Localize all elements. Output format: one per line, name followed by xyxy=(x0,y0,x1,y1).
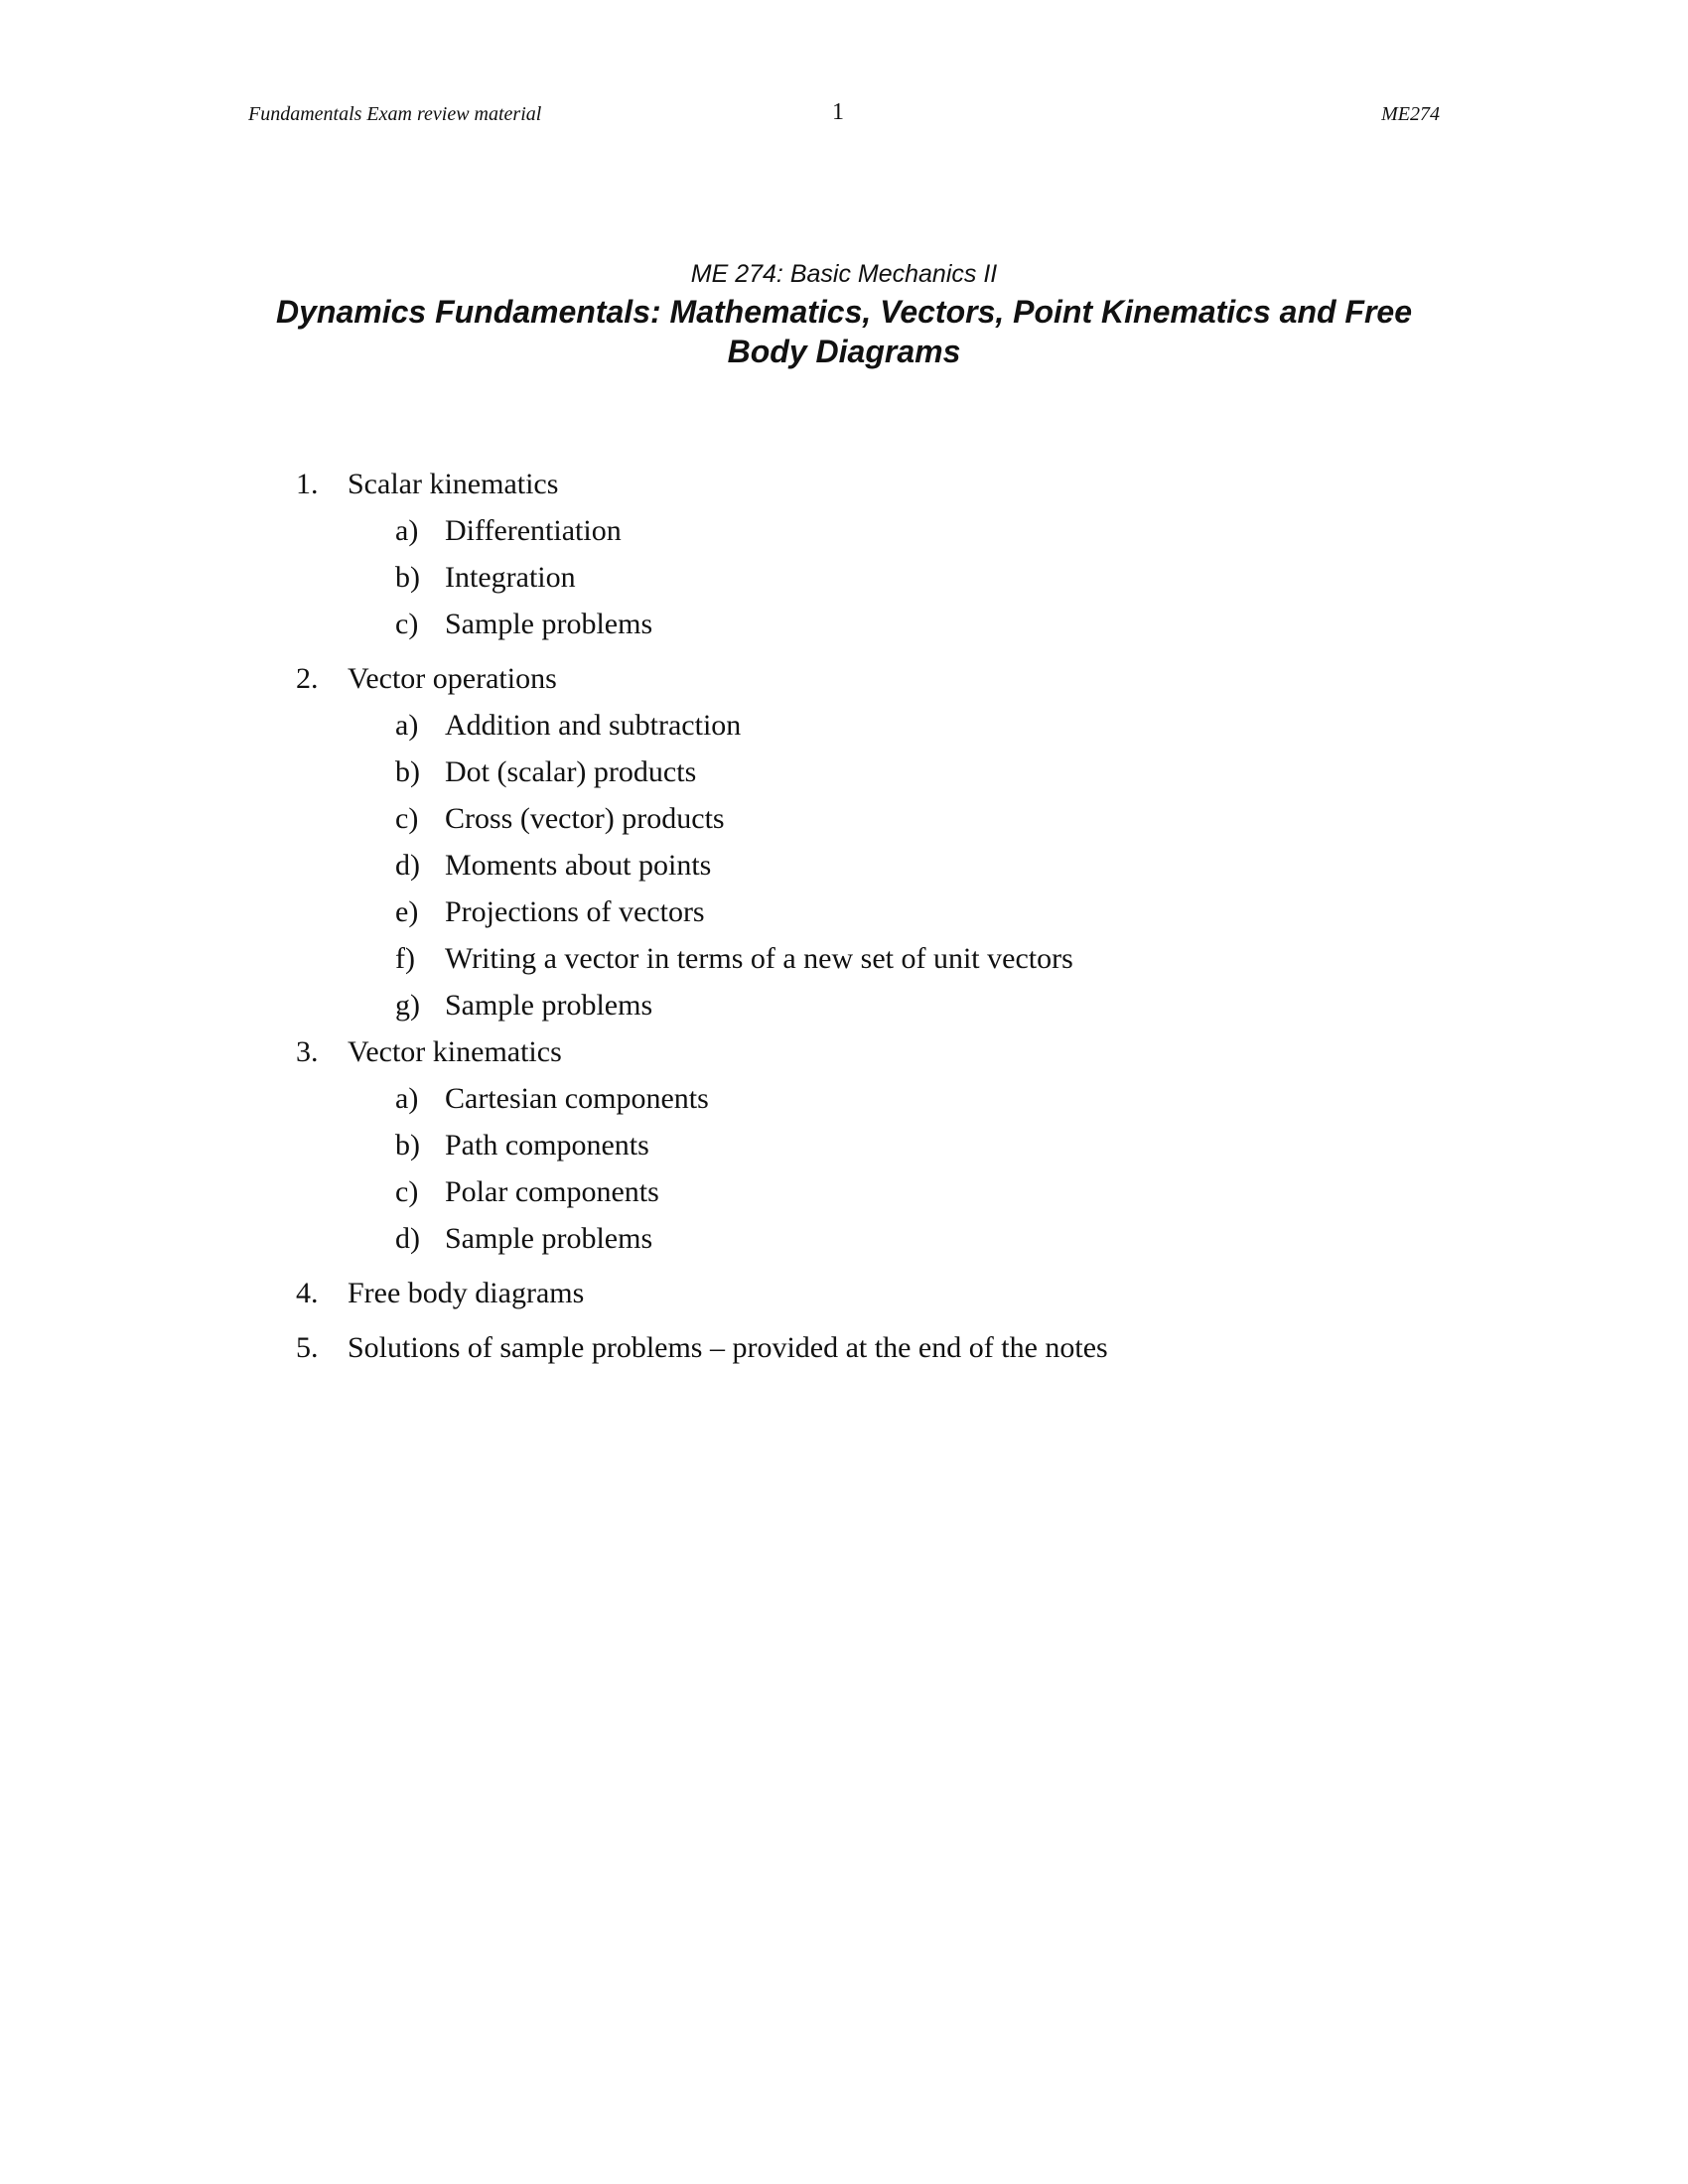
sub-letter: a) xyxy=(395,514,419,547)
item-number: 2. xyxy=(296,662,319,695)
outline-item-2 xyxy=(296,655,1108,1028)
sub-item xyxy=(395,749,1108,795)
item-number: 3. xyxy=(296,1035,319,1068)
running-header-left: Fundamentals Exam review material xyxy=(248,103,542,125)
sub-letter: a) xyxy=(395,1082,419,1115)
item-label: Scalar kinematics xyxy=(348,468,559,500)
sub-list xyxy=(296,1075,1108,1262)
sub-item xyxy=(395,507,1108,554)
sub-letter: f) xyxy=(395,942,415,975)
sub-label: Sample problems xyxy=(445,989,653,1022)
sub-item xyxy=(395,982,1108,1028)
item-number: 4. xyxy=(296,1277,319,1309)
sub-letter: b) xyxy=(395,755,420,788)
sub-letter: g) xyxy=(395,989,420,1022)
sub-label: Polar components xyxy=(445,1175,659,1208)
sub-item xyxy=(395,1122,1108,1168)
sub-label: Cross (vector) products xyxy=(445,802,725,835)
sub-letter: d) xyxy=(395,1222,420,1255)
sub-item xyxy=(395,702,1108,749)
sub-item xyxy=(395,1168,1108,1215)
item-number: 1. xyxy=(296,468,319,500)
sub-item xyxy=(395,1215,1108,1262)
running-header-right: ME274 xyxy=(1381,103,1440,125)
sub-letter: b) xyxy=(395,561,420,594)
topic-outline xyxy=(296,461,1108,1371)
sub-label: Differentiation xyxy=(445,514,622,547)
sub-label: Sample problems xyxy=(445,1222,653,1255)
sub-letter: e) xyxy=(395,895,419,928)
sub-item xyxy=(395,1075,1108,1122)
sub-label: Path components xyxy=(445,1129,649,1161)
item-label: Vector operations xyxy=(348,662,557,695)
sub-item xyxy=(395,935,1108,982)
sub-item xyxy=(395,554,1108,601)
sub-item xyxy=(395,888,1108,935)
sub-list xyxy=(296,507,1108,647)
outline-item-4 xyxy=(296,1270,1108,1316)
sub-label: Writing a vector in terms of a new set of unit vectors xyxy=(445,942,1073,975)
spacer xyxy=(296,1262,1108,1270)
sub-letter: b) xyxy=(395,1129,420,1161)
spacer xyxy=(296,1316,1108,1324)
sub-list xyxy=(296,702,1108,1028)
sub-label: Dot (scalar) products xyxy=(445,755,697,788)
outline-item-1 xyxy=(296,461,1108,647)
title-line-2: Body Diagrams xyxy=(727,334,961,369)
sub-letter: c) xyxy=(395,802,419,835)
sub-label: Sample problems xyxy=(445,608,653,640)
spacer xyxy=(296,647,1108,655)
sub-letter: d) xyxy=(395,849,420,882)
sub-item xyxy=(395,601,1108,647)
sub-item xyxy=(395,842,1108,888)
sub-item xyxy=(395,795,1108,842)
item-label: Free body diagrams xyxy=(348,1277,585,1309)
sub-label: Projections of vectors xyxy=(445,895,705,928)
outline-item-5 xyxy=(296,1324,1108,1371)
sub-letter: a) xyxy=(395,709,419,742)
sub-letter: c) xyxy=(395,1175,419,1208)
item-label: Solutions of sample problems – provided at the end of the notes xyxy=(348,1331,1108,1364)
item-number: 5. xyxy=(296,1331,319,1364)
course-subtitle: ME 274: Basic Mechanics II xyxy=(690,260,998,288)
title-line-1: Dynamics Fundamentals: Mathematics, Vectors, Point Kinematics and Free xyxy=(275,294,1413,330)
sub-label: Addition and subtraction xyxy=(445,709,742,742)
sub-label: Integration xyxy=(445,561,576,594)
page-number: 1 xyxy=(832,99,844,125)
sub-label: Cartesian components xyxy=(445,1082,709,1115)
item-label: Vector kinematics xyxy=(348,1035,562,1068)
sub-letter: c) xyxy=(395,608,419,640)
document-title xyxy=(238,292,1450,371)
outline-item-3 xyxy=(296,1028,1108,1262)
sub-label: Moments about points xyxy=(445,849,712,882)
